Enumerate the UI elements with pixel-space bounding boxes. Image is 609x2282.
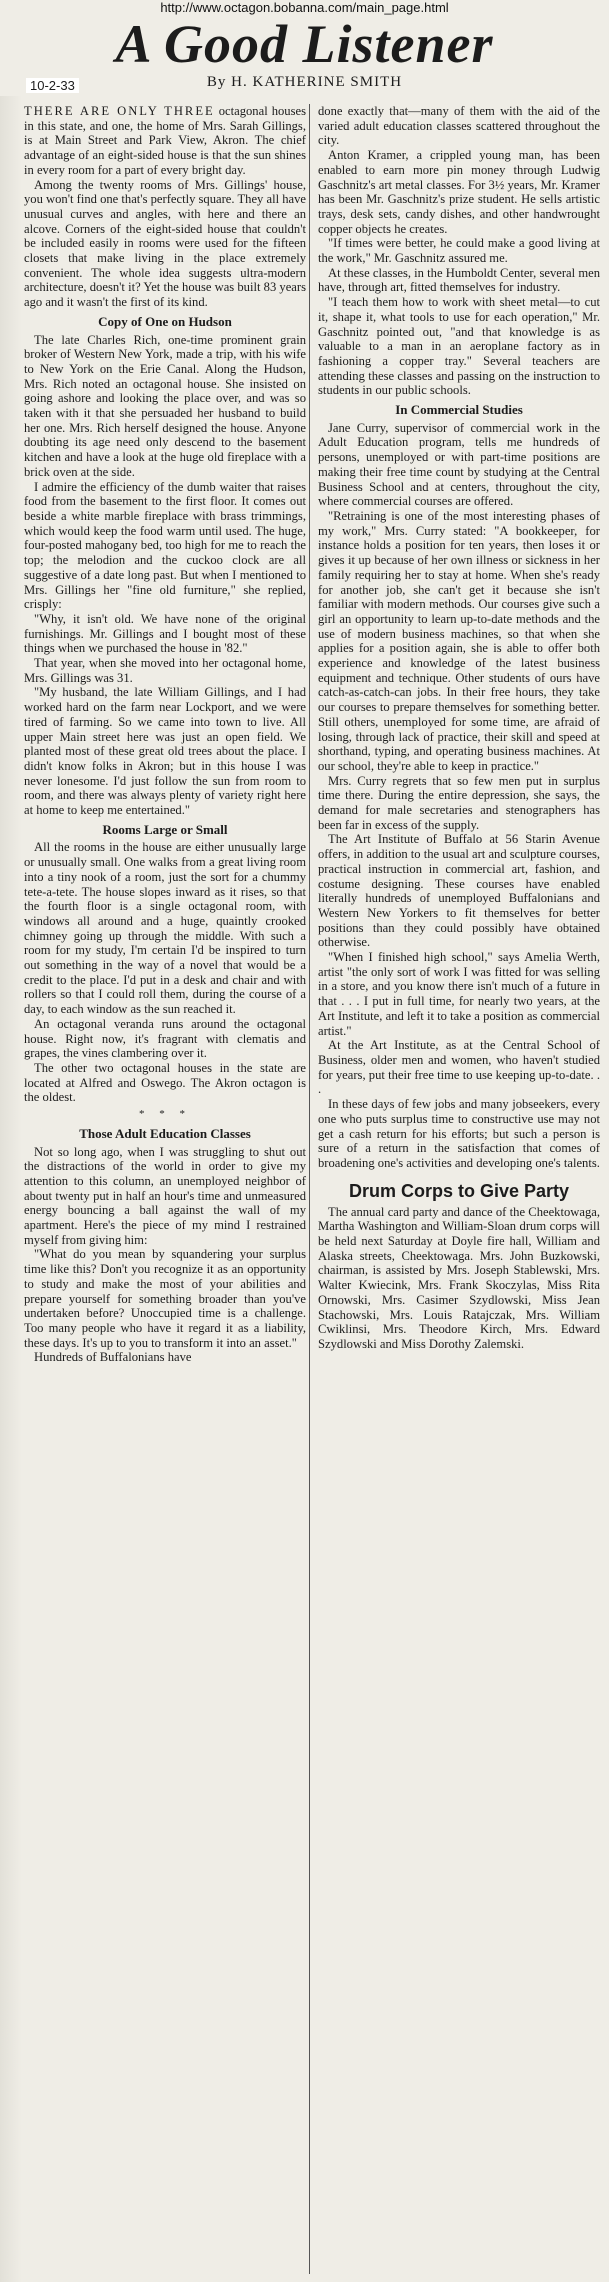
byline: By H. KATHERINE SMITH [206, 74, 403, 90]
paragraph: Hundreds of Buffalonians have [34, 1350, 192, 1365]
paragraph: At these classes, in the Humboldt Center, several men have, through art, fitted themselves for industry. [318, 265, 600, 295]
paragraph-text: octagonal houses in this state, and one, the home of Mrs. Sarah Gillings, is at Main Street and Park View, Akron. The chief advantage of an eight-sided house is that the sun shines in every room for a part of every bright day. [24, 104, 306, 177]
lead-in: THERE ARE ONLY THREE [24, 104, 215, 118]
paragraph: I admire the efficiency of the dumb waiter that raises food from the basement to the first floor. It comes out beside a white marble fireplace with brass trimmings, which would keep the food warm until used. The huge, four-posted mahogany bed, too high for me to reach the top; the melodion and the cuckoo clock are all suggestive of a date long past. But when I mentioned to Mrs. Gillings her "fine old furniture," she replied, crisply: [24, 479, 306, 612]
paragraph: The Art Institute of Buffalo at 56 Starin Avenue offers, in addition to the usual art and sculpture courses, practical instruction in commercial art, fashion, and costume designing. These courses have enabled literally hundreds of unemployed Buffalonians and Western New Yorkers to fit themselves for better positions than they could possibly have obtained otherwise. [318, 832, 600, 950]
paragraph: The other two octagonal houses in the state are located at Alfred and Oswego. The Akron octagon is the oldest. [24, 1061, 306, 1105]
paragraph: Anton Kramer, a crippled young man, has been enabled to earn more pin money through Ludwig Gaschnitz's art metal classes. For 3½ years, Mr. Kramer has been Mr. Gaschnitz's prize student. He sells artistic trays, desk sets, candy dishes, and other handwrought copper objects he creates. [318, 148, 600, 236]
paragraph [24, 104, 306, 178]
paragraph: An octagonal veranda runs around the octagonal house. Right now, it's fragrant with clematis and grapes, the vines clambering over it. [24, 1016, 306, 1061]
page-gutter-scrap [0, 96, 22, 2282]
paragraph: "If times were better, he could make a good living at the work," Mr. Gaschnitz assured me. [318, 236, 600, 266]
paragraph: Among the twenty rooms of Mrs. Gillings' house, you won't find one that's perfectly square. They all have unusual curves and angles, with here and there an alcove. Corners of the eight-sided house that couldn't be included easily in rooms were used for the fifteen closets that make living in the place extremely convenient. The whole idea suggests ultra-modern architecture, doesn't it? Yet the house was built 83 years ago and it wasn't the first of its kind. [24, 177, 306, 310]
paragraph: Mrs. Curry regrets that so few men put in surplus time there. During the entire depression, she says, the demand for male secretaries and stenographers has been far in excess of the supply. [318, 773, 600, 832]
source-url[interactable]: http://www.octagon.bobanna.com/main_page.html [160, 0, 449, 15]
paragraph: That year, when she moved into her octagonal home, Mrs. Gillings was 31. [24, 656, 306, 685]
column-rule [309, 104, 310, 2274]
paragraph: The annual card party and dance of the Cheektowaga, Martha Washington and William-Sloan drum corps will be held next Saturday at Doyle fire hall, William and Alaska streets, Cheektowaga. Mrs. John Buzkowski, chairman, is assisted by Mrs. Joseph Stablewski, Mrs. Walter Kwiecink, Mrs. Frank Skoczylas, Miss Rita Ornowski, Mrs. Casimer Szydlowski, Miss Jean Stachowski, Mrs. Louis Ratajczak, Mrs. William Cwiklinsi, Mrs. Theodore Kirch, Mrs. Edward Szydlowski and Miss Dorothy Zalemski. [318, 1204, 600, 1351]
paragraph: "When I finished high school," says Amelia Werth, artist "the only sort of work I was fitted for was selling in a store, and you know there isn't much of a future in that . . . I put in full time, for nearly two years, at the Art Institute, and left it to take a position as commercial artist." [318, 950, 600, 1038]
paragraph: "Retraining is one of the most interesting phases of my work," Mrs. Curry stated: "A bookkeeper, for instance holds a position for ten years, then loses it or gives it up because of her own illness or sickness in her family requiring her to stay at home. When she's ready for another job, she can't get it because she isn't familiar with modern methods. Our courses give such a girl an opportunity to learn up-to-date methods and the use of modern business machines, so that when she applies for a position again, she is able to offer both experience and knowledge of the latest business equipment and technique. Other students of ours have catch-as-catch-can jobs. In their free hours, they take our courses to prepare themselves for something better. Still others, unemployed for some time, are afraid of losing, through lack of practice, their skill and speed at shorthand, typing, and operating business machines. At our school, they're able to keep in practice." [318, 508, 600, 773]
paragraph: In these days of few jobs and many jobseekers, every one who puts surplus time to constructive use may not get a cash return for his efforts; but such a person is sure of a return in the satisfaction that comes of broadening one's activities and developing one's talents. [318, 1097, 600, 1170]
paragraph: "Why, it isn't old. We have none of the original furnishings. Mr. Gillings and I bought most of these things when we purchased the house in '82." [24, 611, 306, 656]
sub-article-headline: Drum Corps to Give Party [348, 1180, 570, 1201]
paragraph: The late Charles Rich, one-time prominent grain broker of Western New York, made a trip, with his wife to New York on the Erie Canal. Along the Hudson, Mrs. Rich noted an octagonal house. She insisted on going ashore and looking the place over, and was so taken with it that she persuaded her husband to build her one. Mrs. Rich herself designed the house. Anyone doubting its age need only descend to the basement kitchen and have a look at the huge old fireplace with a brick oven at the side. [24, 332, 306, 479]
paragraph: "What do you mean by squandering your surplus time like this? Don't you recognize it as an opportunity to study and make the most of your abilities and prepare yourself for something broader than you've undertaken before? Unoccupied time is a challenge. Too many people who have it regard it as a liability, these days. It's up to you to transform it into an asset." [24, 1247, 306, 1350]
paragraph: "My husband, the late William Gillings, and I had worked hard on the farm near Lockport, and we were tired of farming. So we came into town to live. All upper Main street here was just an open field. We planted most of these great old trees about the place. I didn't know folks in Akron; but in this house I was never lonesome. I'd just follow the sun from room to room, and there was always plenty of variety right here at home to keep me entertained." [24, 685, 306, 818]
paragraph: Jane Curry, supervisor of commercial work in the Adult Education program, tells me hundreds of persons, unemployed or with part-time positions are making their free time count by studying at the Central Business School and at centers, throughout the city, where commercial courses are offered. [318, 420, 600, 509]
handwritten-date: 10-2-33 [26, 78, 79, 93]
column-right [318, 104, 600, 2276]
paragraph: done exactly that—many of them with the aid of the varied adult education classes scattered throughout the city. [318, 104, 600, 148]
paragraph: All the rooms in the house are either unusually large or unusually small. One walks from a great living room into a tiny nook of a room, just the sort for a chummy tete-a-tete. The house slopes inward as it rises, so that the fourth floor is a single octagonal room, with windows all around and a huge, quaintly crooked chimney going up through the middle. With such a room for my study, I'm certain I'd be inspired to turn out something in the way of a novel that would be a credit to the place. I'd put in a desk and chair and with rollers so that I could roll them, during the course of a day, to each window as the sun reached it. [24, 840, 306, 1017]
headline: A Good Listener [115, 14, 494, 74]
section-heading: Copy of One on Hudson [98, 313, 232, 329]
section-heading: Rooms Large or Small [102, 821, 228, 837]
section-heading: In Commercial Studies [395, 402, 523, 418]
paragraph: Not so long ago, when I was struggling to shut out the distractions of the world in order to give my attention to this column, an unemployed neighbor of about twenty put in half an hour's time and unmeasured energy bouncing a ball against the wall of my apartment. Here's the piece of my mind I restrained myself from giving him: [24, 1144, 306, 1247]
section-divider: * * * [139, 1108, 191, 1121]
paragraph: "I teach them how to work with sheet metal—to cut it, shape it, what tools to use for each operation," Mr. Gaschnitz pointed out, "and that knowledge is as valuable to a man in an aeroplane factory as in fashioning a copper tray." Several teachers are attending these classes and passing on the instruction to students in our public schools. [318, 295, 600, 398]
section-heading: Those Adult Education Classes [79, 1125, 251, 1141]
column-left [24, 104, 306, 2276]
paragraph: At the Art Institute, as at the Central School of Business, older men and women, who haven't studied for years, put their free time to use keeping up-to-date. . . [318, 1038, 600, 1097]
